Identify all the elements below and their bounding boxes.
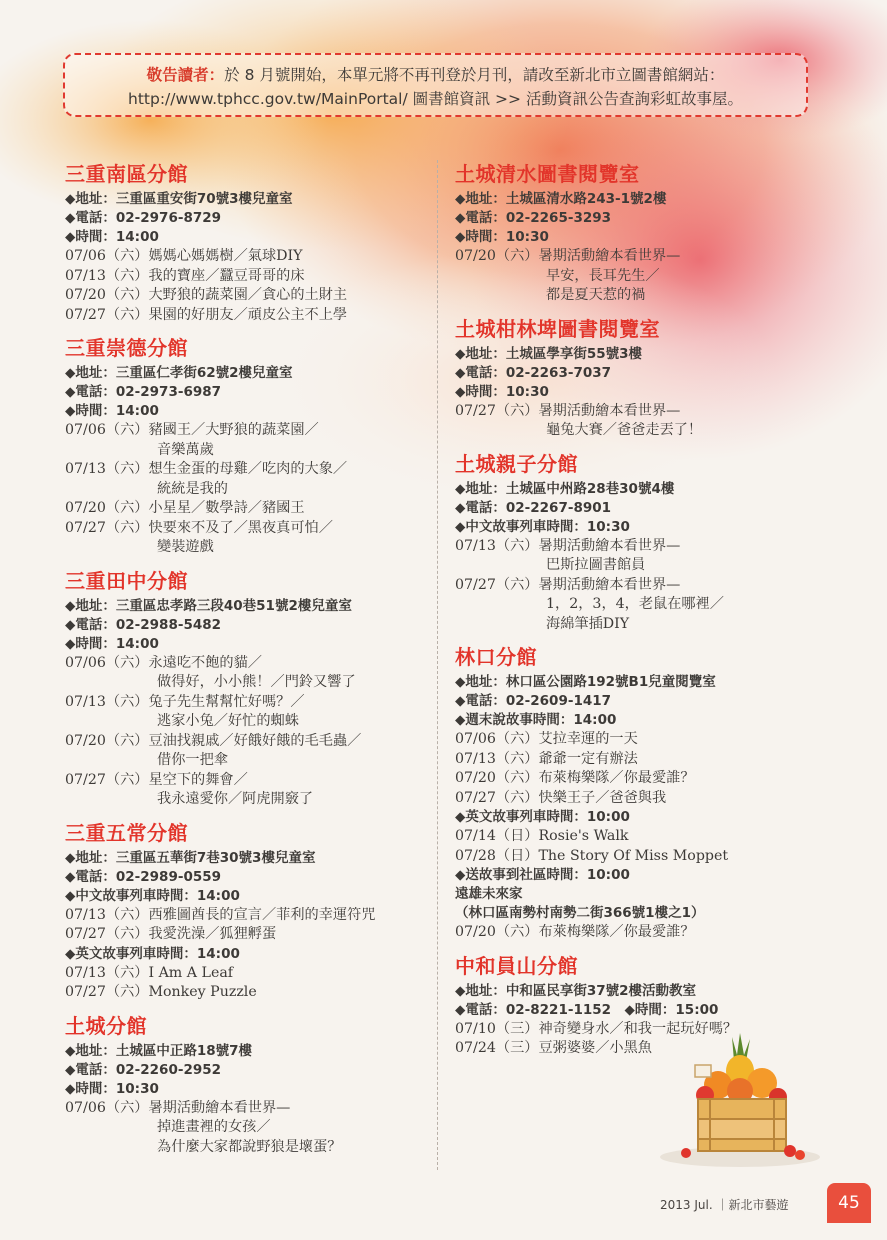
event-item: 07/27（六）我愛洗澡／狐狸孵蛋 [65,926,277,942]
event-continuation: 1，2，3，4，老鼠在哪裡／ [546,596,724,612]
branch-phone: ◆電話：02-2609-1417 [455,693,612,709]
column-divider [437,160,438,1170]
branch-time: ◆時間：14:00 [65,403,159,419]
notice-text: 於 8 月號開始，本單元將不再刊登於月刊，請改至新北市立圖書館網站： [224,66,725,84]
event-item: 07/27（六）快要來不及了／黑夜真可怕／ [65,519,333,536]
event-item: 07/13（六）想生金蛋的母雞／吃肉的大象／ [65,461,348,477]
branch-phone: ◆電話：02-2265-3293 [455,210,612,226]
event-item: 07/13（六）暑期活動繪本看世界— [455,537,681,554]
event-continuation: 音樂萬歲 [157,441,214,458]
branch-time: ◆時間：10:30 [455,229,549,245]
branch-address: ◆地址：三重區仁孝街62號2樓兒童室 [65,365,293,381]
branch-title: 土城親子分館 [455,451,578,476]
branch-address: ◆地址：土城區中州路28巷30號4樓 [455,480,675,497]
event-continuation: 逃家小兔／好忙的蜘蛛 [157,713,299,729]
chinese-story-time: ◆中文故事列車時間：14:00 [65,887,240,904]
community-story-time: ◆送故事到社區時間：10:00 [455,867,630,883]
left-column [65,160,435,1166]
event-continuation: 掉進畫裡的女孩／ [157,1119,271,1135]
event-item: 07/06（六）艾拉幸運的一天 [455,731,638,747]
branch-phone: ◆電話：02-2973-6987 [65,384,222,400]
event-continuation: 變裝遊戲 [157,539,214,555]
branch-tucheng-ganlinpi [455,315,825,441]
event-continuation: 龜兔大賽／爸爸走丟了！ [546,422,703,438]
branch-title: 中和員山分館 [455,953,578,978]
branch-address: ◆地址：三重區忠孝路三段40巷51號2樓兒童室 [65,597,352,614]
notice-line-1 [65,63,806,87]
event-item: 07/14（日）Rosie's Walk [455,828,629,844]
reader-notice [63,53,808,117]
event-item: 07/20（六）大野狼的蔬菜園／貪心的土財主 [65,287,348,303]
event-continuation: 早安，長耳先生／ [546,267,660,284]
branch-title: 三重南區分館 [65,162,188,186]
event-continuation: 巴斯拉圖書館員 [546,557,646,573]
branch-linkou [455,643,825,943]
branch-phone: ◆電話：02-2988-5482 [65,616,222,633]
chinese-story-time: ◆中文故事列車時間：10:30 [455,518,630,535]
event-item: 07/28（日）The Story Of Miss Moppet [455,847,729,864]
english-story-time: ◆英文故事列車時間：10:00 [455,809,630,825]
branch-sanchong-nanqu [65,160,435,325]
community-place: 遠雄未來家 [455,886,523,902]
event-item: 07/13（六）I Am A Leaf [65,964,234,981]
branch-address: ◆地址：三重區五華街7巷30號3樓兒童室 [65,849,316,866]
event-item: 07/27（六）快樂王子／爸爸與我 [455,789,667,806]
event-item: 07/13（六）西雅圖酋長的宣言／菲利的幸運符咒 [65,906,376,923]
event-item: 07/06（六）豬國王／大野狼的蔬菜園／ [65,422,319,438]
branch-phone: ◆電話：02-2260-2952 [65,1061,222,1078]
branch-title: 三重田中分館 [65,568,188,593]
event-item: 07/13（六）兔子先生幫幫忙好嗎？／ [65,693,305,710]
branch-sanchong-wuchang [65,819,435,1003]
event-item: 07/13（六）我的寶座／蠶豆哥哥的床 [65,267,305,284]
branch-address: ◆地址：土城區中正路18號7樓 [65,1042,253,1059]
branch-tucheng-qingshui [455,160,825,306]
event-continuation: 都是夏天惹的禍 [546,287,646,303]
branch-phone-time: ◆電話：02-8221-1152 ◆時間：15:00 [455,1001,719,1018]
branch-time: ◆時間：14:00 [65,229,159,245]
event-item: 07/06（六）永遠吃不飽的貓／ [65,654,262,671]
event-item: 07/13（六）爺爺一定有辦法 [455,750,638,767]
event-item: 07/24（三）豆粥婆婆／小黑魚 [455,1040,652,1056]
branch-phone: ◆電話：02-2263-7037 [455,364,612,381]
weekend-story-time: ◆週末說故事時間：14:00 [455,712,617,728]
branch-title: 土城柑林埤圖書閱覽室 [455,316,660,341]
branch-phone: ◆電話：02-2267-8901 [455,499,612,516]
branch-title: 三重崇德分館 [65,336,188,360]
fruit-basket-illustration [640,1025,840,1175]
event-item: 07/10（三）神奇變身水／和我一起玩好嗎？ [455,1020,738,1037]
branch-address: ◆地址：土城區學享街55號3樓 [455,345,643,362]
event-continuation: 我永遠愛你／阿虎開竅了 [157,791,314,807]
event-item: 07/27（六）Monkey Puzzle [65,984,257,1000]
event-item: 07/27（六）星空下的舞會／ [65,771,248,788]
branch-title: 三重五常分館 [65,820,188,845]
branch-time: ◆時間：14:00 [65,635,159,652]
event-item: 07/20（六）布萊梅樂隊／你最愛誰？ [455,924,695,940]
right-column [455,160,825,1068]
event-item: 07/20（六）小星星／數學詩／豬國王 [65,500,305,516]
branch-address: ◆地址：林口區公園路192號B1兒童閱覽室 [455,674,716,690]
event-item: 07/27（六）暑期活動繪本看世界— [455,576,681,593]
branch-time: ◆時間：10:30 [65,1080,159,1097]
branch-address: ◆地址：土城區清水路243-1號2樓 [455,191,667,207]
branch-title: 土城分館 [65,1013,147,1038]
branch-time: ◆時間：10:30 [455,383,549,400]
notice-link[interactable]: http://www.tphcc.gov.tw/MainPortal/ 圖書館資訊 >> 活動資訊公告查詢彩虹故事屋。 [128,90,743,108]
event-item: 07/20（六）豆油找親戚／好餓好餓的毛毛蟲／ [65,732,362,749]
notice-lead: 敬告讀者： [146,66,225,84]
community-place-address: （林口區南勢村南勢二街366號1樓之1） [455,905,705,921]
branch-sanchong-tianzhong [65,567,435,810]
event-continuation: 海綿筆插DIY [546,615,630,632]
branch-phone: ◆電話：02-2976-8729 [65,210,222,226]
event-continuation: 借你一把傘 [157,752,228,768]
event-item: 07/27（六）暑期活動繪本看世界— [455,402,681,419]
event-item: 07/06（六）媽媽心媽媽樹／氣球DIY [65,248,303,264]
branch-tucheng-qinzi [455,450,825,635]
footer-issue: 2013 Jul. ｜新北市藝遊 [660,1198,789,1212]
english-story-time: ◆英文故事列車時間：14:00 [65,945,240,962]
event-continuation: 為什麼大家都說野狼是壞蛋？ [157,1138,342,1155]
branch-title: 林口分館 [455,645,537,669]
event-item: 07/27（六）果園的好朋友／頑皮公主不上學 [65,306,348,323]
branch-title: 土城清水圖書閱覽室 [455,162,640,186]
branch-tucheng [65,1012,435,1158]
event-item: 07/20（六）暑期活動繪本看世界— [455,248,681,264]
branch-address: ◆地址：中和區民享街37號2樓活動教室 [455,982,697,999]
branch-phone: ◆電話：02-2989-0559 [65,868,222,885]
event-item: 07/20（六）布萊梅樂隊／你最愛誰？ [455,770,695,786]
event-continuation: 做得好，小小熊！／門鈴又響了 [157,674,356,690]
page-number: 45 [827,1183,871,1223]
branch-sanchong-chongde [65,334,435,558]
event-item: 07/06（六）暑期活動繪本看世界— [65,1099,291,1116]
branch-address: ◆地址：三重區重安街70號3樓兒童室 [65,191,293,207]
event-continuation: 統統是我的 [157,480,228,497]
